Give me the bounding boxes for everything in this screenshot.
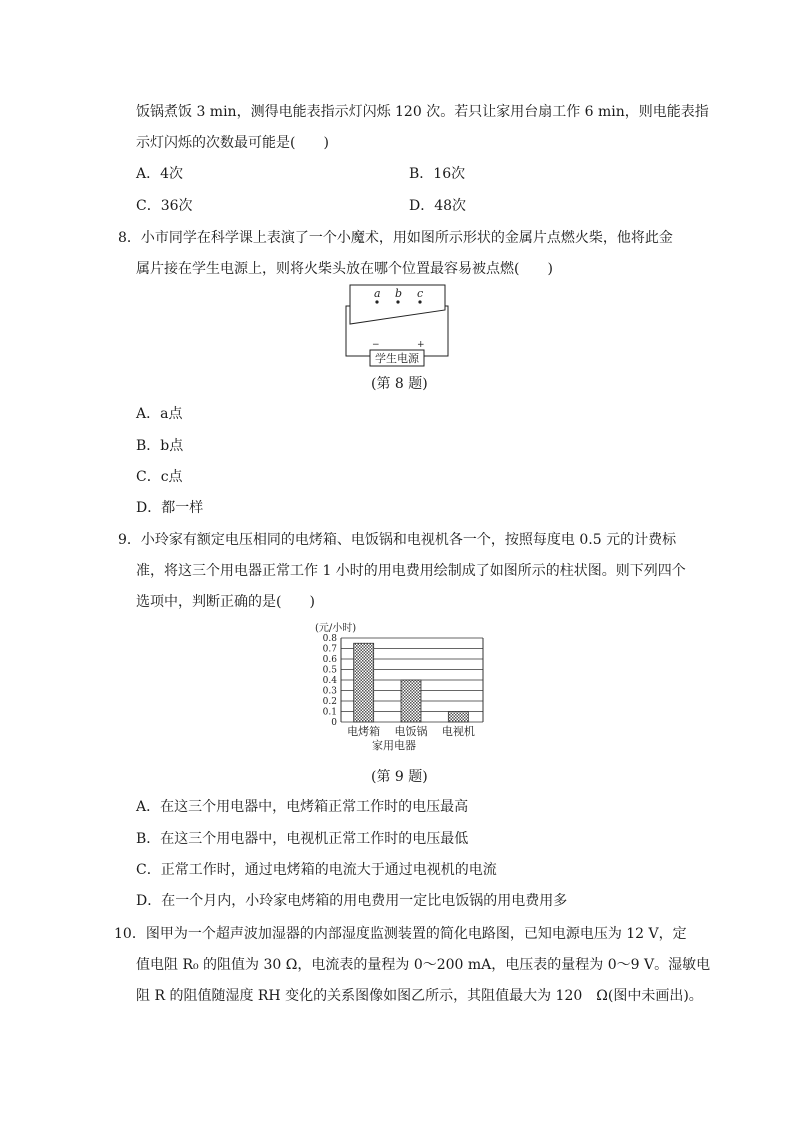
chart-x-tick-label: 电烤箱	[347, 725, 381, 738]
q8-option-c: C．c点	[136, 469, 183, 485]
chart-x-tick-label: 电视机	[441, 725, 475, 738]
q9-figure-caption: (第 9 题)	[371, 769, 428, 785]
q8-figure-caption: (第 8 题)	[371, 376, 428, 392]
q8-stem-line1: 8．小市同学在科学课上表演了一个小魔术，用如图所示形状的金属片点燃火柴，他将此金	[118, 230, 673, 246]
chart-y-axis-label: (元/小时)	[315, 623, 357, 634]
minus-terminal: −	[372, 340, 380, 350]
chart-y-tick-label: 0.5	[322, 665, 337, 676]
point-b-label: b	[395, 287, 403, 300]
q8-number: 8．	[118, 230, 141, 246]
q9-stem-line1: 9．小玲家有额定电压相同的电烤箱、电饭锅和电视机各一个，按照每度电 0.5 元的计费标	[118, 532, 677, 548]
q8-option-a: A．a点	[136, 406, 183, 422]
q10-stem-line3: 阻 R 的阻值随湿度 RH 变化的关系图像如图乙所示，其阻值最大为 120 Ω(图中未画出)。	[136, 988, 703, 1004]
chart-y-tick-label: 0.4	[322, 676, 337, 686]
q7-option-a: A．4次	[136, 166, 184, 182]
q7-stem-line1: 饭锅煮饭 3 min，测得电能表指示灯闪烁 120 次。若只让家用台扇工作 6 min，则电能表指	[136, 104, 709, 120]
q8-option-d: D．都一样	[136, 500, 204, 516]
chart-y-tick-label: 0.7	[322, 644, 337, 655]
q7-option-d: D．48次	[409, 198, 467, 214]
q10-stem-line2: 值电阻 R₀ 的阻值为 30 Ω，电流表的量程为 0～200 mA，电压表的量程为 0～9 V。湿敏电	[136, 957, 711, 973]
chart-bar	[354, 643, 374, 722]
point-b-dot	[396, 300, 399, 303]
chart-y-tick-label: 0.1	[322, 707, 337, 718]
plus-terminal: +	[417, 340, 425, 350]
chart-y-tick-label: 0.6	[322, 655, 337, 665]
q10-stem-line1: 10．图甲为一个超声波加湿器的内部湿度监测装置的简化电路图，已知电源电压为 12 V，定	[114, 926, 687, 942]
q9-option-b: B．在这三个用电器中，电视机正常工作时的电压最低	[136, 831, 469, 847]
q7-option-c: C．36次	[136, 198, 193, 214]
q9-number: 9．	[118, 532, 141, 548]
chart-y-tick-label: 0.8	[322, 634, 337, 644]
q9-option-c: C．正常工作时，通过电烤箱的电流大于通过电视机的电流	[136, 862, 497, 878]
chart-bar	[448, 712, 468, 723]
q9-stem-line3: 选项中，判断正确的是( )	[136, 594, 315, 610]
right-wire	[424, 306, 448, 356]
point-a-label: a	[374, 287, 381, 300]
q9-option-a: A．在这三个用电器中，电烤箱正常工作时的电压最高	[136, 799, 469, 815]
power-source-label: 学生电源	[375, 352, 419, 365]
chart-x-tick-label: 电饭锅	[394, 725, 428, 738]
q7-stem-line2: 示灯闪烁的次数最可能是( )	[136, 135, 329, 151]
chart-bar	[401, 680, 421, 722]
q8-option-b: B．b点	[136, 438, 184, 454]
point-a-dot	[375, 300, 378, 303]
q8-stem-line2: 属片接在学生电源上，则将火柴头放在哪个位置最容易被点燃( )	[136, 261, 553, 277]
chart-y-tick-label: 0.2	[322, 697, 337, 707]
q9-stem-line2: 准，将这三个用电器正常工作 1 小时的用电费用绘制成了如图所示的柱状图。则下列四个	[136, 563, 686, 579]
q7-option-b: B．16次	[409, 166, 466, 182]
chart-y-tick-label: 0.3	[322, 686, 337, 697]
point-c-label: c	[417, 287, 424, 300]
chart-x-axis-label: 家用电器	[372, 739, 416, 752]
point-c-dot	[418, 300, 421, 303]
q8-circuit-figure	[340, 280, 455, 370]
q9-bar-chart	[305, 618, 495, 758]
q9-option-d: D．在一个月内，小玲家电烤箱的用电费用一定比电饭锅的用电费用多	[136, 893, 568, 909]
chart-y-tick-label: 0	[331, 718, 337, 728]
q10-number: 10．	[114, 926, 146, 942]
